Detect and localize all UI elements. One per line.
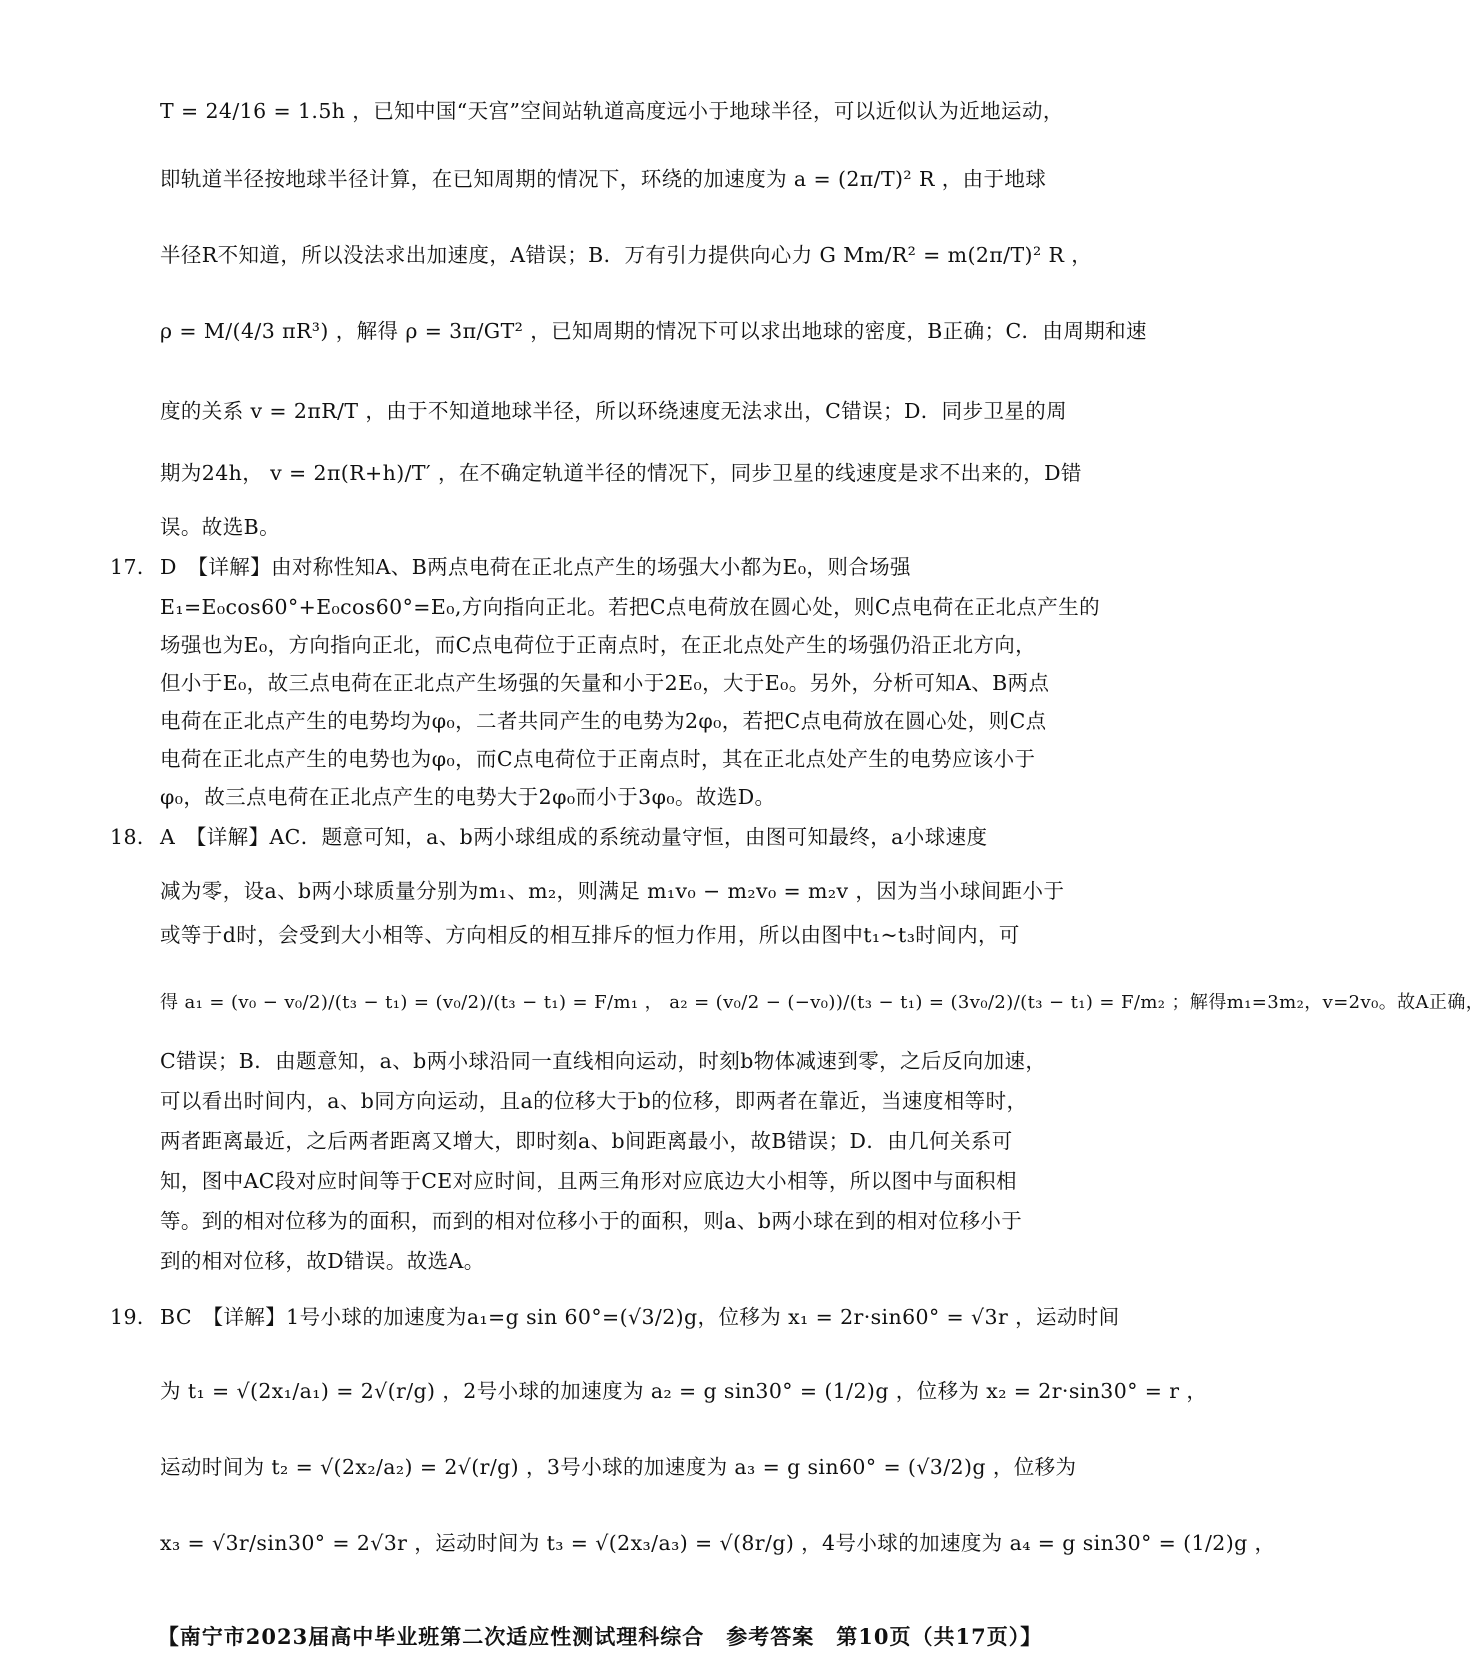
text-line: 知，图中AC段对应时间等于CE对应时间，且两三角形对应底边大小相等，所以图中与面积相 xyxy=(160,1169,1017,1193)
text-line: 减为零，设a、b两小球质量分别为m₁、m₂，则满足 m₁v₀ − m₂v₀ = m₂v ，因为当小球间距小于 xyxy=(160,879,1065,903)
text-line: E₁=E₀cos60°+E₀cos60°=E₀,方向指向正北。若把C点电荷放在圆心处，则C点电荷在正北点产生的 xyxy=(160,595,1101,619)
text-line: 或等于d时，会受到大小相等、方向相反的相互排斥的恒力作用，所以由图中t₁~t₃时间内，可 xyxy=(160,923,1020,947)
text-line: ρ = M/(4/3 πR³) ，解得 ρ = 3π/GT² ，已知周期的情况下可以求出地球的密度，B正确；C．由周期和速 xyxy=(160,319,1147,343)
text-line: φ₀，故三点电荷在正北点产生的电势大于2φ₀而小于3φ₀。故选D。 xyxy=(160,785,776,809)
answer-17-line: 17． D 【详解】由对称性知A、B两点电荷在正北点产生的场强大小都为E₀，则合场强 xyxy=(110,555,911,579)
answer-18-line: 18． A 【详解】AC．题意可知，a、b两小球组成的系统动量守恒，由图可知最终，a小球速度 xyxy=(110,825,988,849)
text-line: 场强也为E₀，方向指向正北，而C点电荷位于正南点时，在正北点处产生的场强仍沿正北方向， xyxy=(160,633,1037,657)
text-line: 期为24h， v = 2π(R+h)/T′ ，在不确定轨道半径的情况下，同步卫星的线速度是求不出来的，D错 xyxy=(160,461,1082,485)
text-line: 得 a₁ = (v₀ − v₀/2)/(t₃ − t₁) = (v₀/2)/(t₃ − t₁) = F/m₁ ， a₂ = (v₀/2 − (−v₀))/(t₃ − t₁) = (3v₀/2)/(t₃ − t₁) = F/m₂ ；解得m₁=3m₂，v=2v₀。故A正确， xyxy=(160,992,1484,1013)
text-line: 为 t₁ = √(2x₁/a₁) = 2√(r/g) ，2号小球的加速度为 a₂ = g sin30° = (1/2)g ，位移为 x₂ = 2r·sin30° = r ， xyxy=(160,1379,1208,1403)
text-line: C错误；B．由题意知，a、b两小球沿同一直线相向运动，时刻b物体减速到零，之后反向加速， xyxy=(160,1049,1047,1073)
text-line: 到的相对位移，故D错误。故选A。 xyxy=(160,1249,485,1273)
text-line: 运动时间为 t₂ = √(2x₂/a₂) = 2√(r/g) ，3号小球的加速度为 a₃ = g sin60° = (√3/2)g ，位移为 xyxy=(160,1455,1077,1479)
text-line: 可以看出时间内，a、b同方向运动，且a的位移大于b的位移，即两者在靠近，当速度相等时， xyxy=(160,1089,1028,1113)
text-line: x₃ = √3r/sin30° = 2√3r ，运动时间为 t₃ = √(2x₃/a₃) = √(8r/g) ，4号小球的加速度为 a₄ = g sin30° = (1/2)g ， xyxy=(160,1531,1276,1555)
text-line: T = 24/16 = 1.5h ，已知中国“天宫”空间站轨道高度远小于地球半径，可以近似认为近地运动， xyxy=(160,99,1064,123)
text-line: 即轨道半径按地球半径计算，在已知周期的情况下，环绕的加速度为 a = (2π/T)² R ，由于地球 xyxy=(160,167,1047,191)
text-line: 半径R不知道，所以没法求出加速度，A错误；B．万有引力提供向心力 G Mm/R² = m(2π/T)² R ， xyxy=(160,243,1093,267)
text-line: 电荷在正北点产生的电势均为φ₀，二者共同产生的电势为2φ₀，若把C点电荷放在圆心处，则C点 xyxy=(160,709,1047,733)
text-line: 但小于E₀，故三点电荷在正北点产生场强的矢量和小于2E₀，大于E₀。另外，分析可知A、B两点 xyxy=(160,671,1050,695)
text-line: 等。到的相对位移为的面积，而到的相对位移小于的面积，则a、b两小球在到的相对位移小于 xyxy=(160,1209,1023,1233)
page-footer: 【南宁市2023届高中毕业班第二次适应性测试理科综合 参考答案 第10页（共17页）】 xyxy=(157,1624,1043,1649)
text-line: 误。故选B。 xyxy=(160,515,280,539)
text-line: 电荷在正北点产生的电势也为φ₀，而C点电荷位于正南点时，其在正北点处产生的电势应该小于 xyxy=(160,747,1036,771)
text-line: 度的关系 v = 2πR/T ，由于不知道地球半径，所以环绕速度无法求出，C错误；D．同步卫星的周 xyxy=(160,399,1068,423)
text-line: 两者距离最近，之后两者距离又增大，即时刻a、b间距离最小，故B错误；D．由几何关系可 xyxy=(160,1129,1013,1153)
answer-19-line: 19． BC 【详解】1号小球的加速度为a₁=g sin 60°=(√3/2)g，位移为 x₁ = 2r·sin60° = √3r ，运动时间 xyxy=(110,1305,1120,1329)
